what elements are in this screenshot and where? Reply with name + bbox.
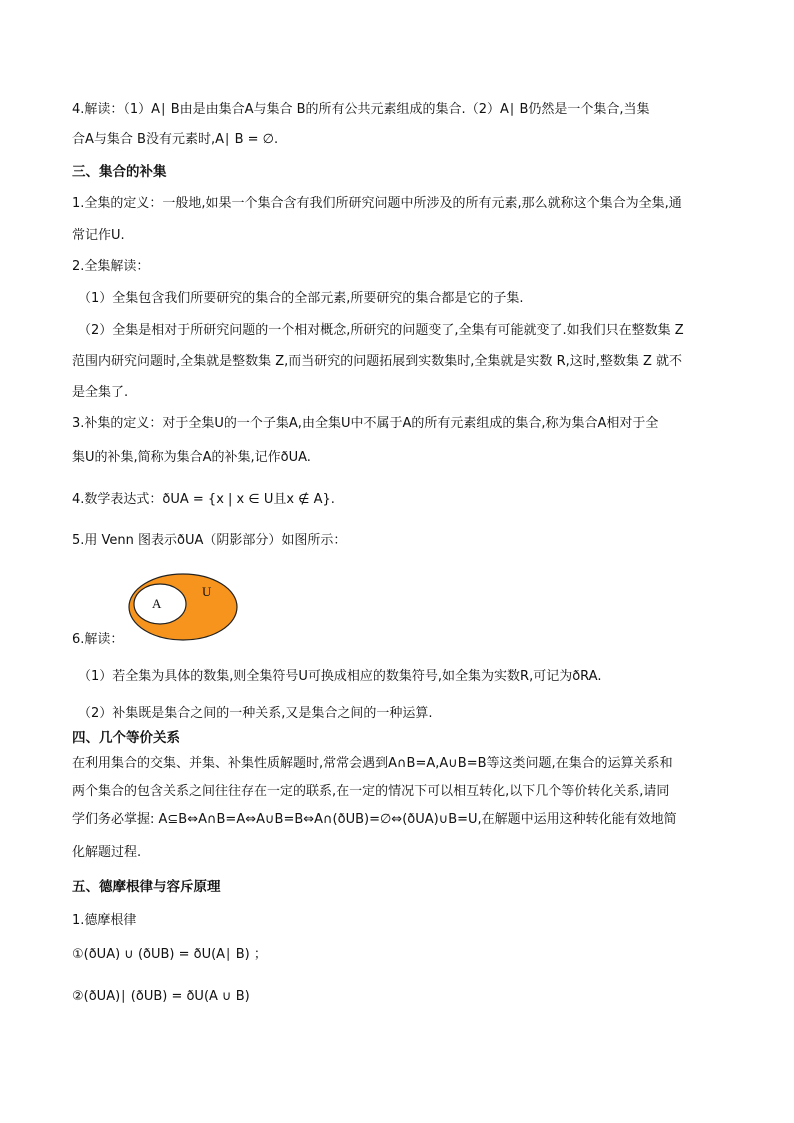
text-line: 1.德摩根律 [72, 913, 137, 928]
text-line: 学们务必掌握: A⊆B⇔A∩B=A⇔A∪B=B⇔A∩(ðUB)=∅⇔(ðUA)∪B=U,在解题中运用这种转化能有效地简 [72, 812, 677, 827]
text-line: （1）若全集为具体的数集,则全集符号U可换成相应的数集符号,如全集为实数R,可记为ðRA. [78, 669, 602, 684]
text-line: （2）全集是相对于所研究问题的一个相对概念,所研究的问题变了,全集有可能就变了.如我们只在整数集 Z [78, 323, 684, 338]
text-line: 常记作U. [72, 228, 125, 243]
text-line: 6.解读： [72, 632, 124, 647]
section-heading: 四、几个等价关系 [72, 730, 180, 746]
text-line: 4.数学表达式：ðUA = {x | x ∈ U且x ∉ A}. [72, 492, 335, 507]
venn-diagram [126, 571, 242, 643]
text-line: 是全集了. [72, 385, 129, 400]
formula-line: ①(ðUA) ∪ (ðUB) = ðU(A∣ B) ； [72, 947, 267, 962]
text-line: 集U的补集,简称为集合A的补集,记作ðUA. [72, 450, 311, 465]
section-heading: 五、德摩根律与容斥原理 [72, 879, 221, 895]
set-u-label: U [202, 584, 212, 599]
text-line: 在利用集合的交集、并集、补集性质解题时,常常会遇到A∩B=A,A∪B=B等这类问题,在集合的运算关系和 [72, 756, 673, 771]
text-line: 合A与集合 B没有元素时,A∣ B = ∅. [72, 132, 279, 147]
text-line: （1）全集包含我们所要研究的集合的全部元素,所要研究的集合都是它的子集. [78, 291, 524, 306]
text-line: 5.用 Venn 图表示ðUA（阴影部分）如图所示： [72, 533, 347, 548]
text-line: 两个集合的包含关系之间往往存在一定的联系,在一定的情况下可以相互转化,以下几个等价转化关系,请同 [72, 784, 670, 799]
set-a-label: A [152, 596, 162, 611]
section-heading: 三、集合的补集 [72, 164, 167, 180]
text-line: 3.补集的定义：对于全集U的一个子集A,由全集U中不属于A的所有元素组成的集合,称为集合A相对于全 [72, 416, 659, 431]
text-line: 4.解读：（1）A∣ B由是由集合A与集合 B的所有公共元素组成的集合.（2）A∣ B仍然是一个集合,当集 [72, 102, 650, 117]
text-line: 化解题过程. [72, 845, 142, 860]
formula-line: ②(ðUA)∣ (ðUB) = ðU(A ∪ B) [72, 989, 250, 1004]
text-line: 范围内研究问题时,全集就是整数集 Z,而当研究的问题拓展到实数集时,全集就是实数 R,这时,整数集 Z 就不 [72, 354, 683, 369]
text-line: （2）补集既是集合之间的一种关系,又是集合之间的一种运算. [78, 706, 433, 721]
text-line: 1.全集的定义：一般地,如果一个集合含有我们所研究问题中所涉及的所有元素,那么就称这个集合为全集,通 [72, 196, 682, 211]
text-line: 2.全集解读： [72, 259, 150, 274]
